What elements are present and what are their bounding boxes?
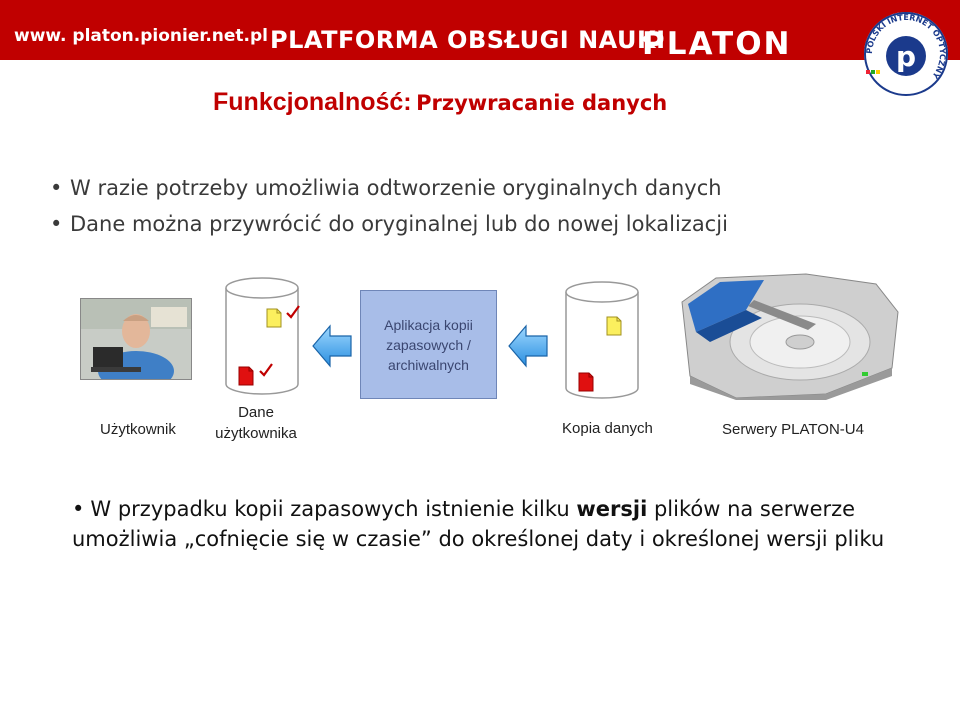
title-part2: Przywracanie danych xyxy=(416,91,668,115)
user-data-label-line2: użytkownika xyxy=(215,425,297,442)
backup-app-box xyxy=(360,290,497,399)
file-icon xyxy=(606,316,622,336)
title-part1: Funkcjonalność: xyxy=(213,88,412,116)
copy-label: Kopia danych xyxy=(562,420,653,437)
user-data-label-line1: Dane xyxy=(238,404,274,421)
servers-label: Serwery PLATON-U4 xyxy=(722,421,864,438)
bottom-text-before: W przypadku kopii zapasowych istnienie kilku xyxy=(90,497,577,521)
seal-letter: p xyxy=(895,40,917,73)
file-icon xyxy=(238,366,254,386)
file-icon xyxy=(578,372,594,392)
platon-logo-text: PLATON xyxy=(642,26,792,62)
header-platform-title: PLATFORMA OBSŁUGI NAUKI xyxy=(270,26,666,54)
user-label: Użytkownik xyxy=(100,421,176,438)
bullet-item: • Dane można przywrócić do oryginalnej lub do nowej lokalizacji xyxy=(50,212,728,236)
user-data-cylinder xyxy=(224,276,300,396)
left-arrow-icon xyxy=(508,324,548,368)
feature-bullets xyxy=(50,176,728,248)
header-banner xyxy=(0,0,960,60)
backup-app-line: Aplikacja kopii xyxy=(384,317,473,333)
check-icon xyxy=(285,304,301,320)
pionier-seal-logo xyxy=(862,10,950,98)
server-disk-image xyxy=(676,272,904,400)
check-icon xyxy=(258,362,274,378)
bottom-bold-word: wersji xyxy=(576,497,648,521)
data-copy-cylinder xyxy=(564,280,640,400)
file-icon xyxy=(266,308,282,328)
user-data-label xyxy=(210,402,302,444)
left-arrow-icon xyxy=(312,324,352,368)
bottom-paragraph xyxy=(72,494,952,554)
bullet-item: • W razie potrzeby umożliwia odtworzenie oryginalnych danych xyxy=(50,176,728,200)
backup-app-text xyxy=(361,315,496,375)
header-url: www. platon.pionier.net.pl xyxy=(14,26,269,46)
user-photo xyxy=(80,298,192,380)
page-title xyxy=(213,88,667,117)
backup-app-line: zapasowych / xyxy=(386,337,471,353)
bottom-text-after: plików na serwerze umożliwia „cofnięcie się w czasie” do określonej daty i określonej wersji pliku xyxy=(72,497,885,551)
bottom-bullet: • xyxy=(72,497,85,521)
seal-text: POLSKI INTERNET OPTYCZNY xyxy=(864,12,948,81)
backup-app-line: archiwalnych xyxy=(388,357,469,373)
